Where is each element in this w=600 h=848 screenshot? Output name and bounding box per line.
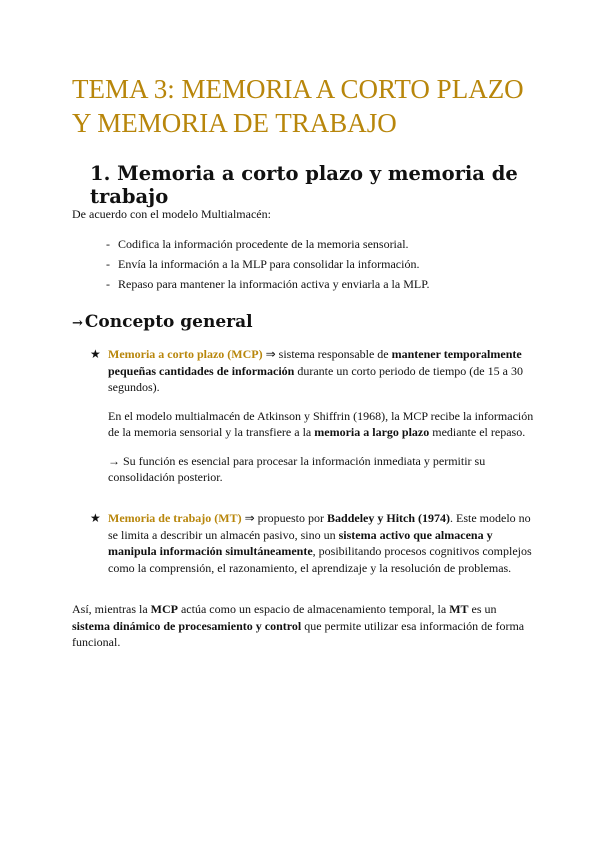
mt-definition: Memoria de trabajo (MT) ⇒ propuesto por Baddeley y Hitch (1974). Este modelo no se limita a describir un almacén pasivo, sino un sistema activo que almacena y manipula información simultáneamente, posibilitando procesos cognitivos complejos como la comprensión, el razonamiento, el aprendizaje y la resolución de problemas. (108, 511, 532, 575)
mcp-item (90, 346, 540, 486)
arrow-icon: → (72, 316, 83, 331)
dash-marker: - (106, 237, 110, 251)
dash-list (106, 234, 430, 294)
mt-item (90, 510, 540, 576)
list-item: - Repaso para mantener la información activa y enviarla a la MLP. (106, 274, 430, 294)
mcp-model-text: En el modelo multialmacén de Atkinson y Shiffrin (1968), la MCP recibe la información de la memoria sensorial y la transfiere a la memoria a largo plazo mediante el repaso. (108, 408, 534, 439)
star-icon: ★ (90, 511, 101, 525)
mcp-term: Memoria a corto plazo (MCP) (108, 347, 263, 361)
mt-term: Memoria de trabajo (MT) (108, 511, 242, 525)
document-title: TEMA 3: MEMORIA A CORTO PLAZO Y MEMORIA DE TRABAJO (72, 74, 524, 138)
closing-paragraph: Así, mientras la MCP actúa como un espacio de almacenamiento temporal, la MT es un sistema dinámico de procesamiento y control que permite utilizar esa información de forma funcional. (72, 602, 525, 649)
dash-marker: - (106, 257, 110, 271)
dash-marker: - (106, 277, 110, 291)
section-heading-1: 1. Memoria a corto plazo y memoria de trabajo (90, 162, 518, 208)
mcp-function-text: → Su función es esencial para procesar la información inmediata y permitir su consolidación posterior. (108, 453, 486, 484)
subsection-heading: → Concepto general (72, 312, 253, 332)
list-item: - Codifica la información procedente de la memoria sensorial. (106, 234, 430, 254)
mcp-definition: Memoria a corto plazo (MCP) ⇒ sistema responsable de mantener temporalmente pequeñas cantidades de información durante un corto periodo de tiempo (de 15 a 30 segundos). (108, 347, 523, 394)
star-icon: ★ (90, 347, 101, 361)
intro-text: De acuerdo con el modelo Multialmacén: (72, 207, 271, 221)
list-item: - Envía la información a la MLP para consolidar la información. (106, 254, 430, 274)
